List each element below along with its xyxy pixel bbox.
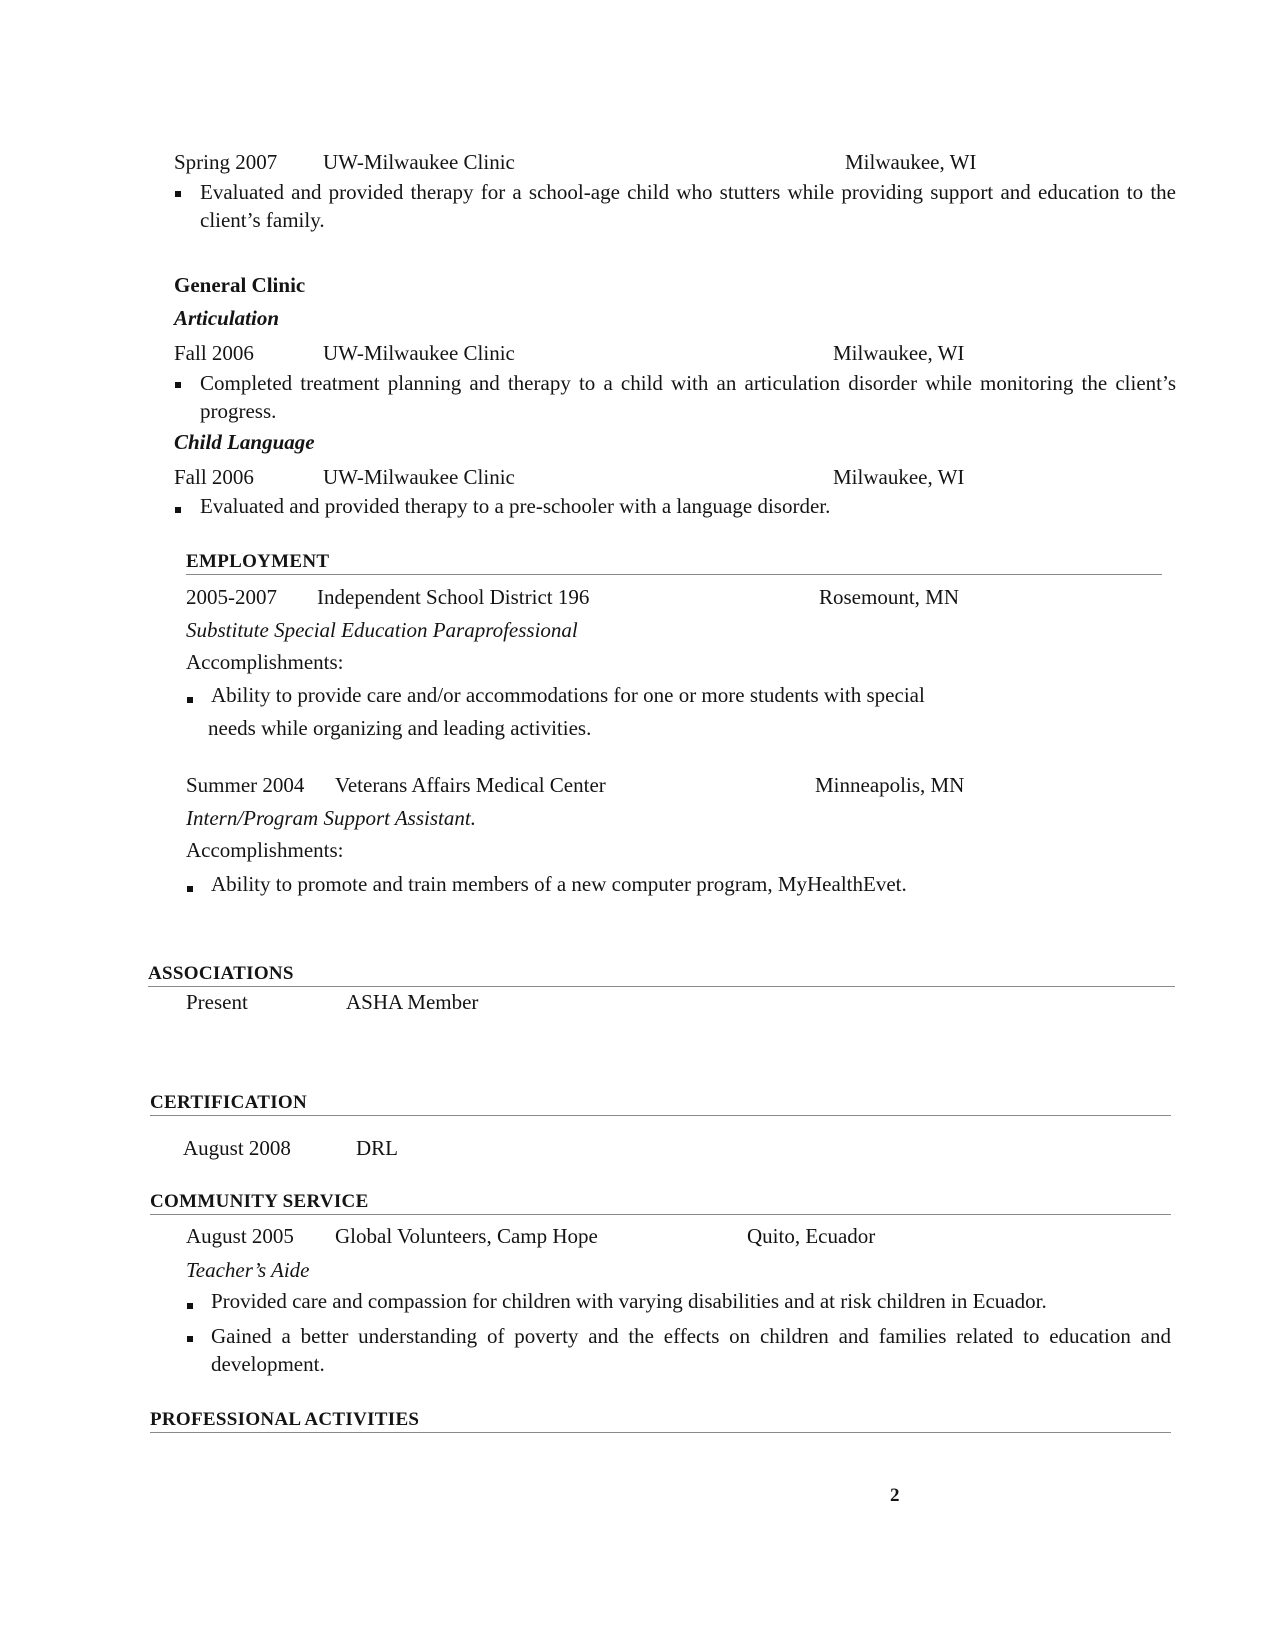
child-language-org: UW-Milwaukee Clinic <box>323 465 515 489</box>
professional-activities-heading: PROFESSIONAL ACTIVITIES <box>150 1409 420 1430</box>
job2-title: Intern/Program Support Assistant. <box>186 806 476 830</box>
fluency-bullet: Evaluated and provided therapy for a school-age child who stutters while providing support and education to the client’s family. <box>200 180 1176 232</box>
associations-heading: ASSOCIATIONS <box>148 963 294 984</box>
child-language-subheading: Child Language <box>174 430 315 454</box>
community-service-location: Quito, Ecuador <box>747 1224 876 1248</box>
articulation-org: UW-Milwaukee Clinic <box>323 341 515 365</box>
job1-bullet-line2: needs while organizing and leading activities. <box>208 716 592 740</box>
bullet-icon <box>187 1336 193 1342</box>
bullet-icon <box>187 886 193 892</box>
section-divider <box>186 574 1162 575</box>
job1-title: Substitute Special Education Paraprofessional <box>186 618 578 642</box>
community-service-org: Global Volunteers, Camp Hope <box>335 1224 598 1248</box>
job1-accomplishments-label: Accomplishments: <box>186 650 344 674</box>
bullet-icon <box>187 1303 193 1309</box>
fluency-org: UW-Milwaukee Clinic <box>323 150 515 174</box>
certification-item: DRL <box>356 1136 398 1160</box>
job2-org: Veterans Affairs Medical Center <box>335 773 606 797</box>
community-service-bullet-1: Provided care and compassion for children with varying disabilities and at risk children in Ecuador. <box>211 1289 1047 1313</box>
employment-heading: EMPLOYMENT <box>186 551 330 572</box>
fluency-location: Milwaukee, WI <box>845 150 977 174</box>
section-divider <box>150 1214 1171 1215</box>
certification-heading: CERTIFICATION <box>150 1092 308 1113</box>
child-language-location: Milwaukee, WI <box>833 465 965 489</box>
section-divider <box>150 1432 1171 1433</box>
articulation-bullet: Completed treatment planning and therapy to a child with an articulation disorder while monitoring the client’s progress. <box>200 371 1176 423</box>
section-divider <box>148 986 1175 987</box>
job2-bullet: Ability to promote and train members of a new computer program, MyHealthEvet. <box>211 872 907 896</box>
community-service-date: August 2005 <box>186 1224 294 1248</box>
associations-date: Present <box>186 990 248 1014</box>
job2-accomplishments-label: Accomplishments: <box>186 838 344 862</box>
fluency-date: Spring 2007 <box>174 150 278 174</box>
job2-date: Summer 2004 <box>186 773 305 797</box>
bullet-icon <box>187 697 193 703</box>
articulation-subheading: Articulation <box>174 306 280 330</box>
articulation-location: Milwaukee, WI <box>833 341 965 365</box>
bullet-icon <box>175 382 181 388</box>
general-clinic-heading: General Clinic <box>174 273 306 297</box>
bullet-icon <box>175 191 181 197</box>
bullet-icon <box>175 507 181 513</box>
child-language-date: Fall 2006 <box>174 465 254 489</box>
job1-location: Rosemount, MN <box>819 585 960 609</box>
community-service-title: Teacher’s Aide <box>186 1258 310 1282</box>
page-number: 2 <box>890 1485 900 1506</box>
community-service-bullet-2: Gained a better understanding of poverty and the effects on children and families related to education and development. <box>211 1324 1171 1376</box>
associations-item: ASHA Member <box>346 990 479 1014</box>
job2-location: Minneapolis, MN <box>815 773 965 797</box>
community-service-heading: COMMUNITY SERVICE <box>150 1191 369 1212</box>
articulation-date: Fall 2006 <box>174 341 254 365</box>
child-language-bullet: Evaluated and provided therapy to a pre-schooler with a language disorder. <box>200 494 831 518</box>
certification-date: August 2008 <box>183 1136 291 1160</box>
job1-date: 2005-2007 <box>186 585 277 609</box>
section-divider <box>150 1115 1171 1116</box>
job1-org: Independent School District 196 <box>317 585 590 609</box>
job1-bullet-line1: Ability to provide care and/or accommodations for one or more students with special <box>211 683 925 707</box>
